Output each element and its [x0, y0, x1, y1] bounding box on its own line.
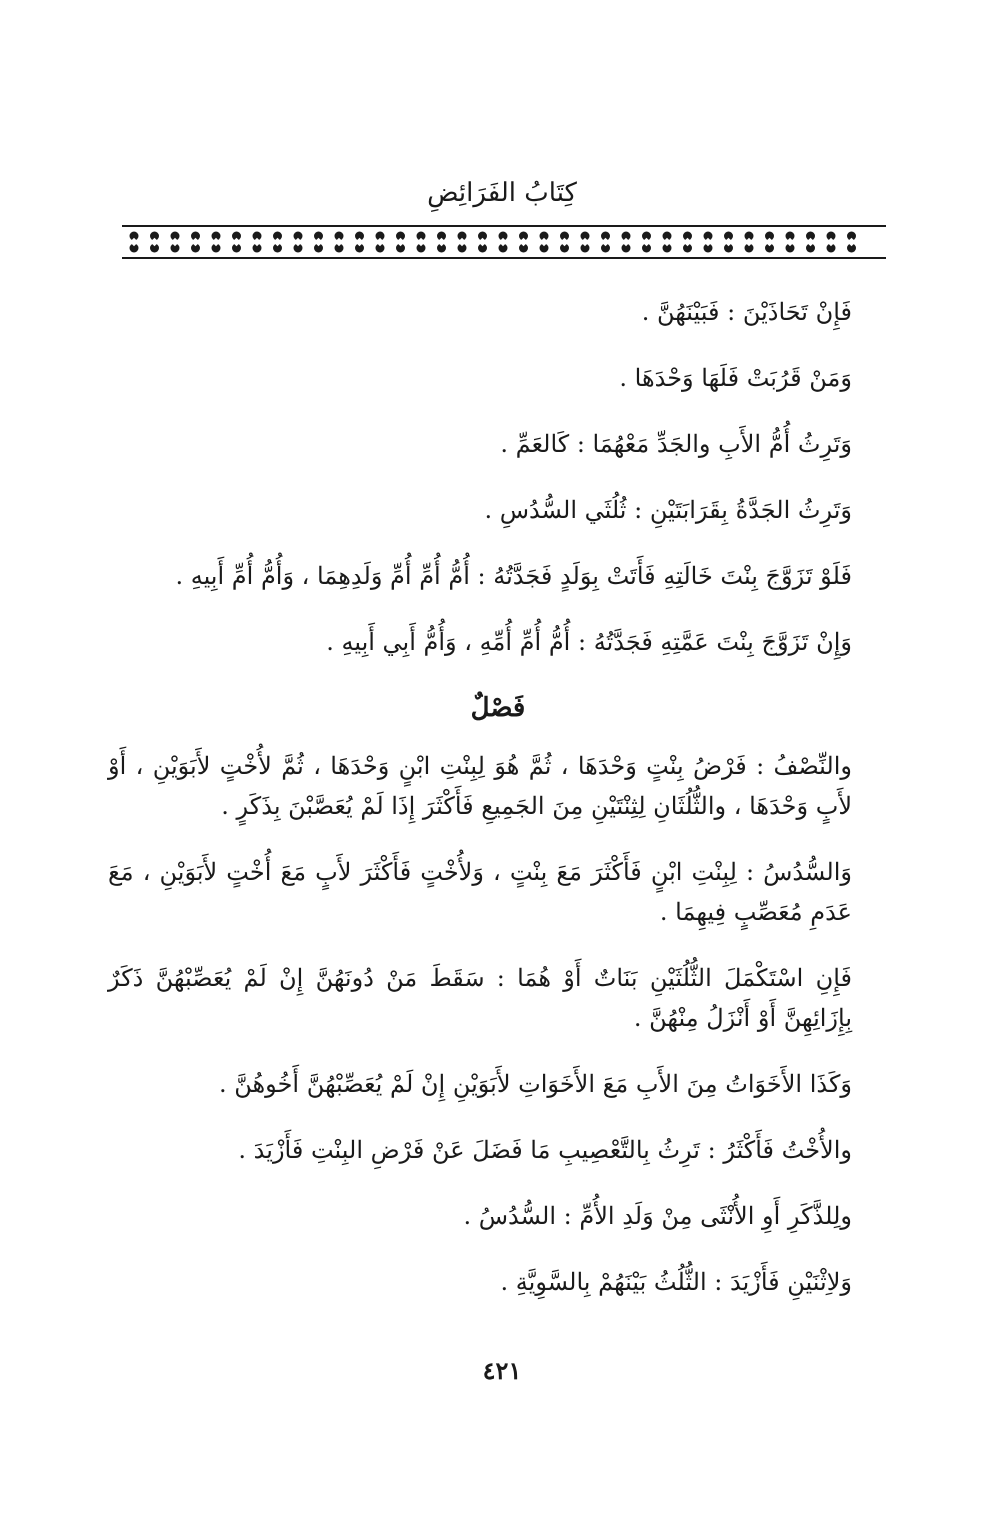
- ornament-motif: [724, 232, 733, 253]
- ornament-motif: [376, 232, 385, 253]
- ornament-motif: [745, 232, 754, 253]
- ornament-motif: [581, 232, 590, 253]
- ornament-motif: [683, 232, 692, 253]
- ornament-motif: [704, 232, 713, 253]
- text-line: والأُخْتُ فَأَكْثَرُ : تَرِثُ بِالتَّعْصِيبِ مَا فَضَلَ عَنْ فَرْضِ البِنْتِ فَأَزْيَدَ .: [238, 1136, 852, 1164]
- ornament-motif: [806, 232, 815, 253]
- page-body: [108, 292, 888, 1328]
- ornament-motif: [232, 232, 241, 253]
- ornamental-border: [122, 224, 886, 260]
- text-line: ولِلذَّكَرِ أَوِ الأُنْثَى مِنْ وَلَدِ الأُمِّ : السُّدُسُ .: [463, 1202, 852, 1230]
- ornament-motif: [642, 232, 651, 253]
- paragraph: وَالسُّدُسُ : لِبِنْتِ ابْنٍ فَأَكْثَرَ مَعَ بِنْتٍ ، وَلأُخْتٍ فَأَكْثَرَ لأَبٍ مَعَ أُخْتٍ لأَبَوَيْنِ ، مَعَ عَدَمِ مُعَصِّبٍ فِيهِمَا .: [108, 858, 852, 926]
- ornament-motif: [396, 232, 405, 253]
- ornament-motif: [150, 232, 159, 253]
- section-heading: فَصْلٌ: [470, 693, 526, 723]
- ornament-motif: [171, 232, 180, 253]
- text-line: وَكَذَا الأَخَوَاتُ مِنَ الأَبِ مَعَ الأَخَوَاتِ لأَبَوَيْنِ إِنْ لَمْ يُعَصِّبْهُنَّ أَخُوهُنَّ .: [219, 1070, 852, 1098]
- ornament-motif: [519, 232, 528, 253]
- ornament-motif: [335, 232, 344, 253]
- text-line: فَإِنْ تَحَاذَيْنَ : فَبَيْنَهُنَّ .: [641, 298, 852, 326]
- page-number: ٤٢١: [482, 1356, 522, 1385]
- ornament-motif: [314, 232, 323, 253]
- ornament-motif: [294, 232, 303, 253]
- ornament-motif: [437, 232, 446, 253]
- ornament-motif: [417, 232, 426, 253]
- text-line: وَمَنْ قَرُبَتْ فَلَهَا وَحْدَهَا .: [619, 364, 852, 392]
- ornament-motif: [847, 232, 856, 253]
- ornament-motif: [540, 232, 549, 253]
- ornament-motif: [601, 232, 610, 253]
- ornament-motif: [499, 232, 508, 253]
- ornament-motif: [130, 232, 139, 253]
- paragraph: فَإِنِ اسْتَكْمَلَ الثُّلُثَيْنِ بَنَاتٌ أَوْ هُمَا : سَقَطَ مَنْ دُونَهُنَّ إِنْ لَمْ يُعَصِّبْهُنَّ ذَكَرٌ بِإِزَائِهِنَّ أَوْ أَنْزَلُ مِنْهُنَّ .: [108, 964, 852, 1032]
- ornament-pattern: [122, 224, 886, 260]
- text-line: وَلاِثْنَيْنِ فَأَزْيَدَ : الثُّلُثُ بَيْنَهُمْ بِالسَّوِيَّةِ .: [500, 1268, 852, 1296]
- ornament-motif: [191, 232, 200, 253]
- text-line: وَتَرِثُ أُمُّ الأَبِ والجَدِّ مَعْهُمَا : كَالعَمِّ .: [500, 430, 852, 458]
- ornament-motif: [765, 232, 774, 253]
- ornament-motif: [622, 232, 631, 253]
- ornament-motif: [458, 232, 467, 253]
- ornament-motif: [786, 232, 795, 253]
- ornament-motif: [253, 232, 262, 253]
- ornament-motif: [478, 232, 487, 253]
- ornament-motif: [827, 232, 836, 253]
- page-header-title: كِتَابُ الفَرَائِضِ: [427, 178, 577, 208]
- text-line: فَلَوْ تَزَوَّجَ بِنْتَ خَالَتِهِ فَأَتَتْ بِوَلَدٍ فَجَدَّتُهُ : أُمُّ أُمِّ أُمِّ وَلَدِهِمَا ، وَأُمُّ أُمِّ أَبِيهِ .: [175, 562, 852, 590]
- ornament-motif: [212, 232, 221, 253]
- ornament-motif: [355, 232, 364, 253]
- text-line: وَإِنْ تَزَوَّجَ بِنْتَ عَمَّتِهِ فَجَدَّتُهُ : أُمُّ أُمِّ أُمِّهِ ، وَأُمُّ أَبِي أَبِيهِ .: [326, 628, 852, 656]
- ornament-motif: [560, 232, 569, 253]
- ornament-motif: [273, 232, 282, 253]
- text-line: وَتَرِثُ الجَدَّةُ بِقَرَابَتَيْنِ : ثُلُثَي السُّدُسِ .: [484, 496, 852, 524]
- ornament-motif: [663, 232, 672, 253]
- paragraph: والنِّصْفُ : فَرْضُ بِنْتٍ وَحْدَهَا ، ثُمَّ هُوَ لِبِنْتِ ابْنٍ وَحْدَهَا ، ثُمَّ لأُخْتٍ لأَبَوَيْنِ ، أَوْ لأَبٍ وَحْدَهَا ، والثُّلُثَانِ لِثِنْتَيْنِ مِنَ الجَمِيعِ فَأَكْثَرَ إِذَا لَمْ يُعَصَّبْنَ بِذَكَرٍ .: [108, 752, 852, 820]
